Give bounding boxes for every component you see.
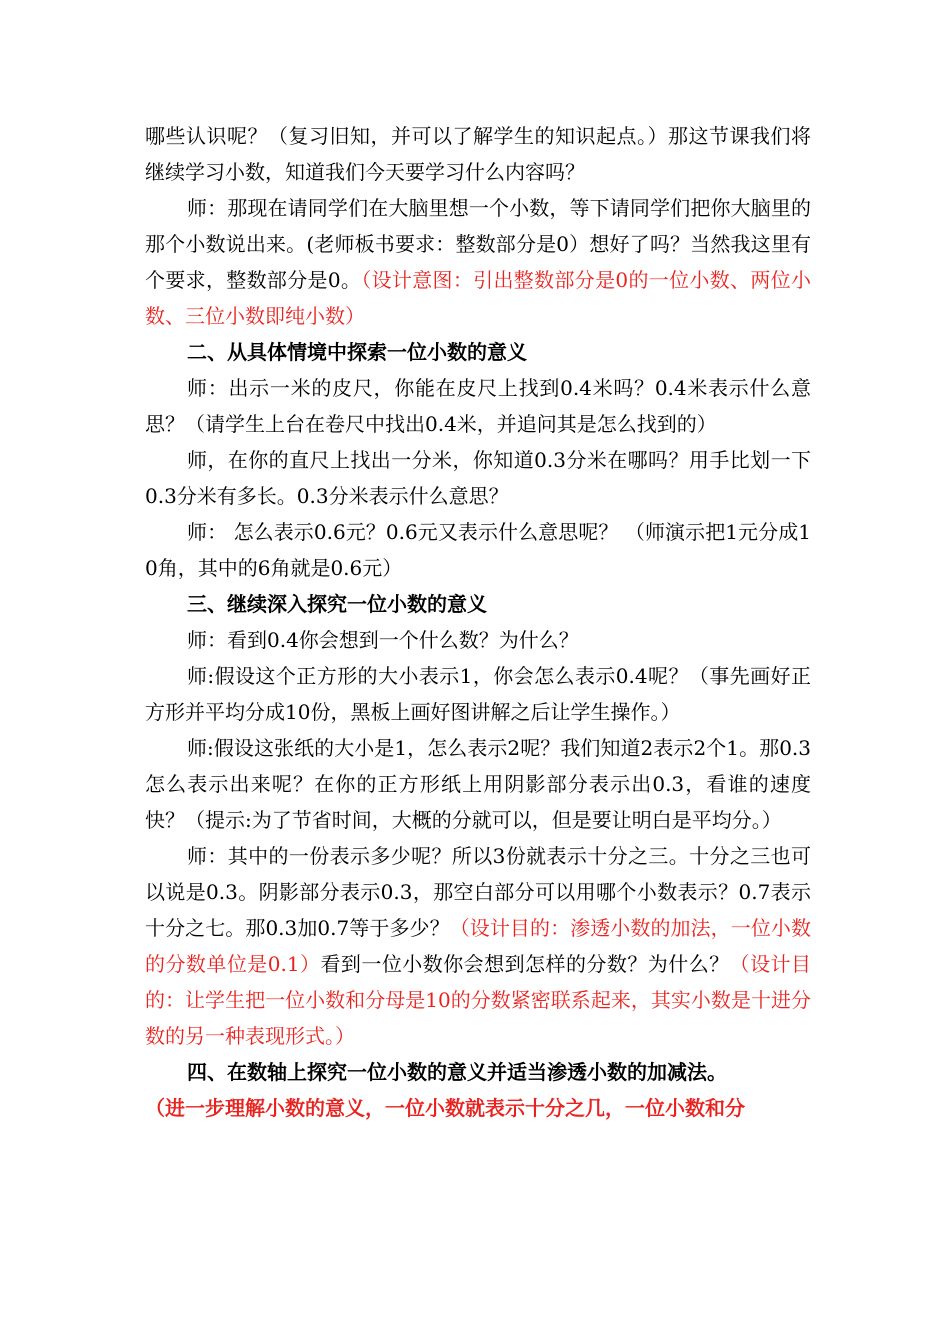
document-body [145,118,811,1126]
design-purpose-annotation-2: （设计目的：让学生把一位小数和分母是10的分数紧密联系起来，其实小数是十进分数的另一种表现形式。） [145,952,811,1048]
section-heading-4: 四、在数轴上探究一位小数的意义并适当渗透小数的加减法。 [187,1060,727,1084]
paragraph-10-annotation: （进一步理解小数的意义，一位小数就表示十分之几，一位小数和分 [145,1096,745,1120]
paragraph-4: 师，在你的直尺上找出一分米，你知道0.3分米在哪吗？用手比划一下0.3分米有多长。0.3分米表示什么意思？ [145,448,811,508]
paragraph-5: 师： 怎么表示0.6元？0.6元又表示什么意思呢？ （师演示把1元分成10角，其中的6角就是0.6元） [145,520,811,580]
paragraph-9-text-1: 师：其中的一份表示多少呢？所以3份就表示十分之三。十分之三也可以说是0.3。阴影部分表示0.3，那空白部分可以用哪个小数表示？0.7表示十分之七。那0.3加0.7等于多少？ [145,844,811,940]
section-heading-2: 二、从具体情境中探索一位小数的意义 [187,340,527,364]
paragraph-8: 师:假设这张纸的大小是1，怎么表示2呢？我们知道2表示2个1。那0.3怎么表示出来呢？在你的正方形纸上用阴影部分表示出0.3，看谁的速度快？（提示:为了节省时间，大概的分就可以，但是要让明白是平均分。） [145,736,811,832]
design-intent-annotation: （设计意图：引出整数部分是0的一位小数、两位小数、三位小数即纯小数） [145,268,811,328]
paragraph-2-text: 师：那现在请同学们在大脑里想一个小数，等下请同学们把你大脑里的那个小数说出来。(老师板书要求：整数部分是0）想好了吗？当然我这里有个要求，整数部分是0。 [145,196,811,292]
paragraph-9 [145,838,811,1054]
paragraph-2 [145,190,811,334]
paragraph-6: 师：看到0.4你会想到一个什么数？为什么？ [187,628,579,652]
paragraph-9-text-2: 看到一位小数你会想到怎样的分数？为什么？ [320,952,730,976]
design-purpose-annotation-1: （设计目的：渗透小数的加法，一位小数的分数单位是0.1） [145,916,811,976]
section-heading-3: 三、继续深入探究一位小数的意义 [187,592,487,616]
paragraph-7: 师:假设这个正方形的大小表示1，你会怎么表示0.4呢？（事先画好正方形并平均分成10份，黑板上画好图讲解之后让学生操作。） [145,664,811,724]
paragraph-3: 师：出示一米的皮尺，你能在皮尺上找到0.4米吗？0.4米表示什么意思？（请学生上台在卷尺中找出0.4米，并追问其是怎么找到的） [145,376,811,436]
paragraph-1: 哪些认识呢？（复习旧知，并可以了解学生的知识起点。）那这节课我们将继续学习小数，知道我们今天要学习什么内容吗？ [145,124,811,184]
